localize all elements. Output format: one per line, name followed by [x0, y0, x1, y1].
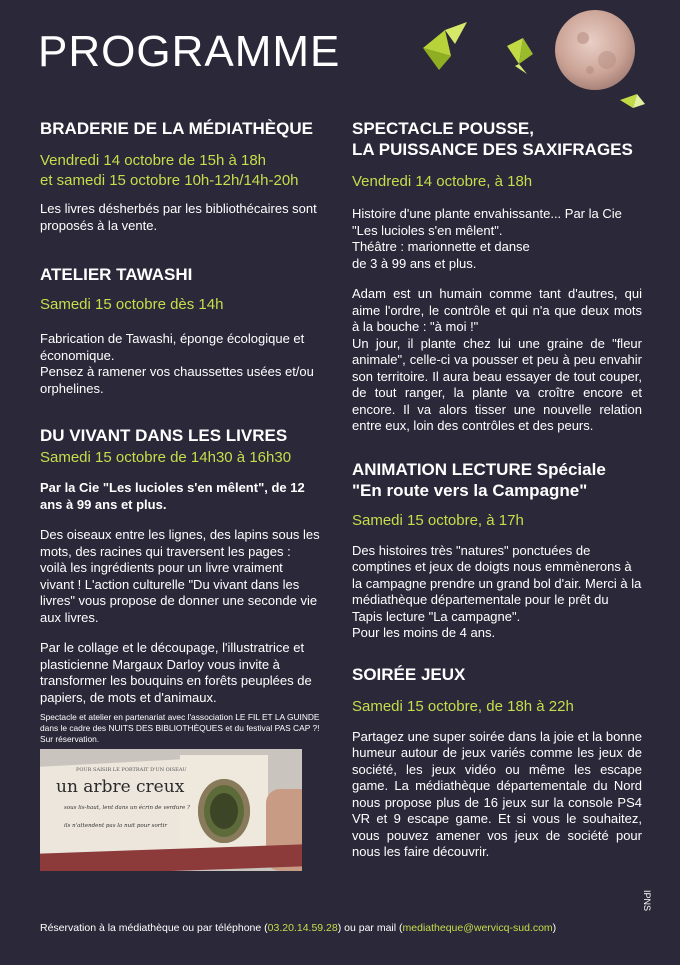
section-title [352, 459, 642, 501]
section-date: Samedi 15 octobre de 14h30 à 16h30 [40, 449, 292, 466]
section-text: Des histoires très "natures" ponctuées de comptines et jeux de doigts nous emmènerons à la campagne prendre un grand bol d'air. Merci à la médiathèque départementale pour le prêt du Tapis lecture "La campagne". [352, 542, 642, 624]
section-intro: Par la Cie "Les lucioles s'en mêlent", de 12 ans à 99 ans et plus. [40, 480, 305, 512]
section-text: Histoire d'une plante envahissante... Par la Cie "Les lucioles s'en mêlent". [352, 206, 622, 238]
page-title: PROGRAMME [38, 27, 341, 76]
ipns-mark: IPNS [642, 890, 652, 912]
section-text: Des oiseaux entre les lignes, des lapins sous les mots, des racines qui traversent les pages : voilà les ingrédients pour un livre vraiment vivant ! L'action culturelle "Du vivant dans les livres" vous propose de donner une seconde vie aux livres. [40, 527, 320, 625]
section-title: DU VIVANT DANS LES LIVRES [40, 426, 288, 445]
section-text: Les livres désherbés par les bibliothécaires sont proposés à la vente. [40, 201, 317, 233]
title-line: LA PUISSANCE DES SAXIFRAGES [352, 140, 633, 159]
section-date [40, 151, 320, 191]
origami-bird-icon [507, 38, 533, 74]
section-title: SOIRÉE JEUX [352, 664, 466, 684]
book-title: un arbre creux [56, 777, 185, 797]
title-line: ANIMATION LECTURE Spéciale [352, 459, 606, 479]
section-text: Adam est un humain comme tant d'autres, qui aime l'ordre, le contrôle et qui n'a que deux mots à la bouche : "à moi !" [352, 286, 642, 334]
section-text: Partagez une super soirée dans la joie et la bonne humeur autour de jeux variés comme les jeux de société, les jeux vidéo ou même les escape game. La médiathèque départementale du Nord nous propose plus de 16 jeux sur la console PS4 VR et 9 escape game. Et si vous le souhaitez, vous pouvez amener vos jeux de société pour nous les faire découvrir. [352, 728, 642, 859]
date-line: et samedi 15 octobre 10h-12h/14h-20h [40, 172, 299, 189]
book-line: ils n'attendent pas la nuit pour sortir [64, 823, 167, 829]
right-column [352, 118, 642, 861]
partner-note: Spectacle et atelier en partenariat avec l'association LE FIL ET LA GUINDE dans le cadre des NUITS DES BIBLIOTHÈQUES et du festival PAS CAP ?! Sur réservation. [40, 712, 320, 744]
phone-link[interactable]: 03.20.14.59.28 [267, 922, 338, 934]
section-lecture [352, 459, 642, 642]
section-text: Pour les moins de 4 ans. [352, 625, 496, 640]
book-photo [40, 749, 302, 871]
title-line: SPECTACLE POUSSE, [352, 119, 534, 138]
section-date: Samedi 15 octobre dès 14h [40, 296, 224, 313]
date-line: Vendredi 14 octobre de 15h à 18h [40, 152, 267, 169]
section-date: Samedi 15 octobre, de 18h à 22h [352, 697, 574, 715]
section-pousse [352, 118, 642, 435]
section-text: Un jour, il plante chez lui une graine de "fleur animale", celle-ci va pousser et peu à peu envahir son territoire. Il aura beau essayer de tout couper, de tout ranger, la plante va croître encore et encore. Il va alors tisser une nouvelle relation entre eux, loin des contrôles et des peurs. [352, 335, 642, 433]
footer-reservation: Réservation à la médiathèque ou par téléphone (03.20.14.59.28) ou par mail (mediatheque@wervicq-sud.com) [40, 922, 557, 934]
section-title: BRADERIE DE LA MÉDIATHÈQUE [40, 119, 313, 138]
section-title: ATELIER TAWASHI [40, 265, 193, 284]
section-date: Vendredi 14 octobre, à 18h [352, 173, 533, 190]
book-line: sous lis-haut, lent dans un écrin de verdure ? [64, 805, 190, 811]
origami-birds-moon-illustration [415, 8, 655, 118]
book-top-text: POUR SAISIR LE PORTRAIT D'UN OISEAU [76, 767, 187, 773]
section-jeux [352, 664, 642, 861]
section-text: de 3 à 99 ans et plus. [352, 255, 477, 271]
section-title [352, 118, 642, 160]
section-text: Théâtre : marionnette et danse [352, 239, 530, 254]
origami-bird-icon [423, 22, 467, 70]
section-text: Fabrication de Tawashi, éponge écologique et économique. [40, 331, 305, 363]
origami-bird-icon [620, 94, 645, 108]
section-vivant [40, 425, 320, 871]
section-text: Par le collage et le découpage, l'illustratrice et plasticienne Margaux Darloy vous invite à transformer les bouquins en forêts peuplées de papiers, de mots et d'animaux. [40, 640, 312, 705]
moon-icon [555, 10, 635, 90]
section-braderie [40, 118, 320, 234]
left-column [40, 118, 320, 871]
section-date: Samedi 15 octobre, à 17h [352, 511, 524, 529]
section-tawashi [40, 264, 320, 397]
title-line: "En route vers la Campagne" [352, 480, 588, 500]
section-text: Pensez à ramener vos chaussettes usées et/ou orphelines. [40, 364, 314, 396]
email-link[interactable]: mediatheque@wervicq-sud.com [402, 922, 553, 934]
